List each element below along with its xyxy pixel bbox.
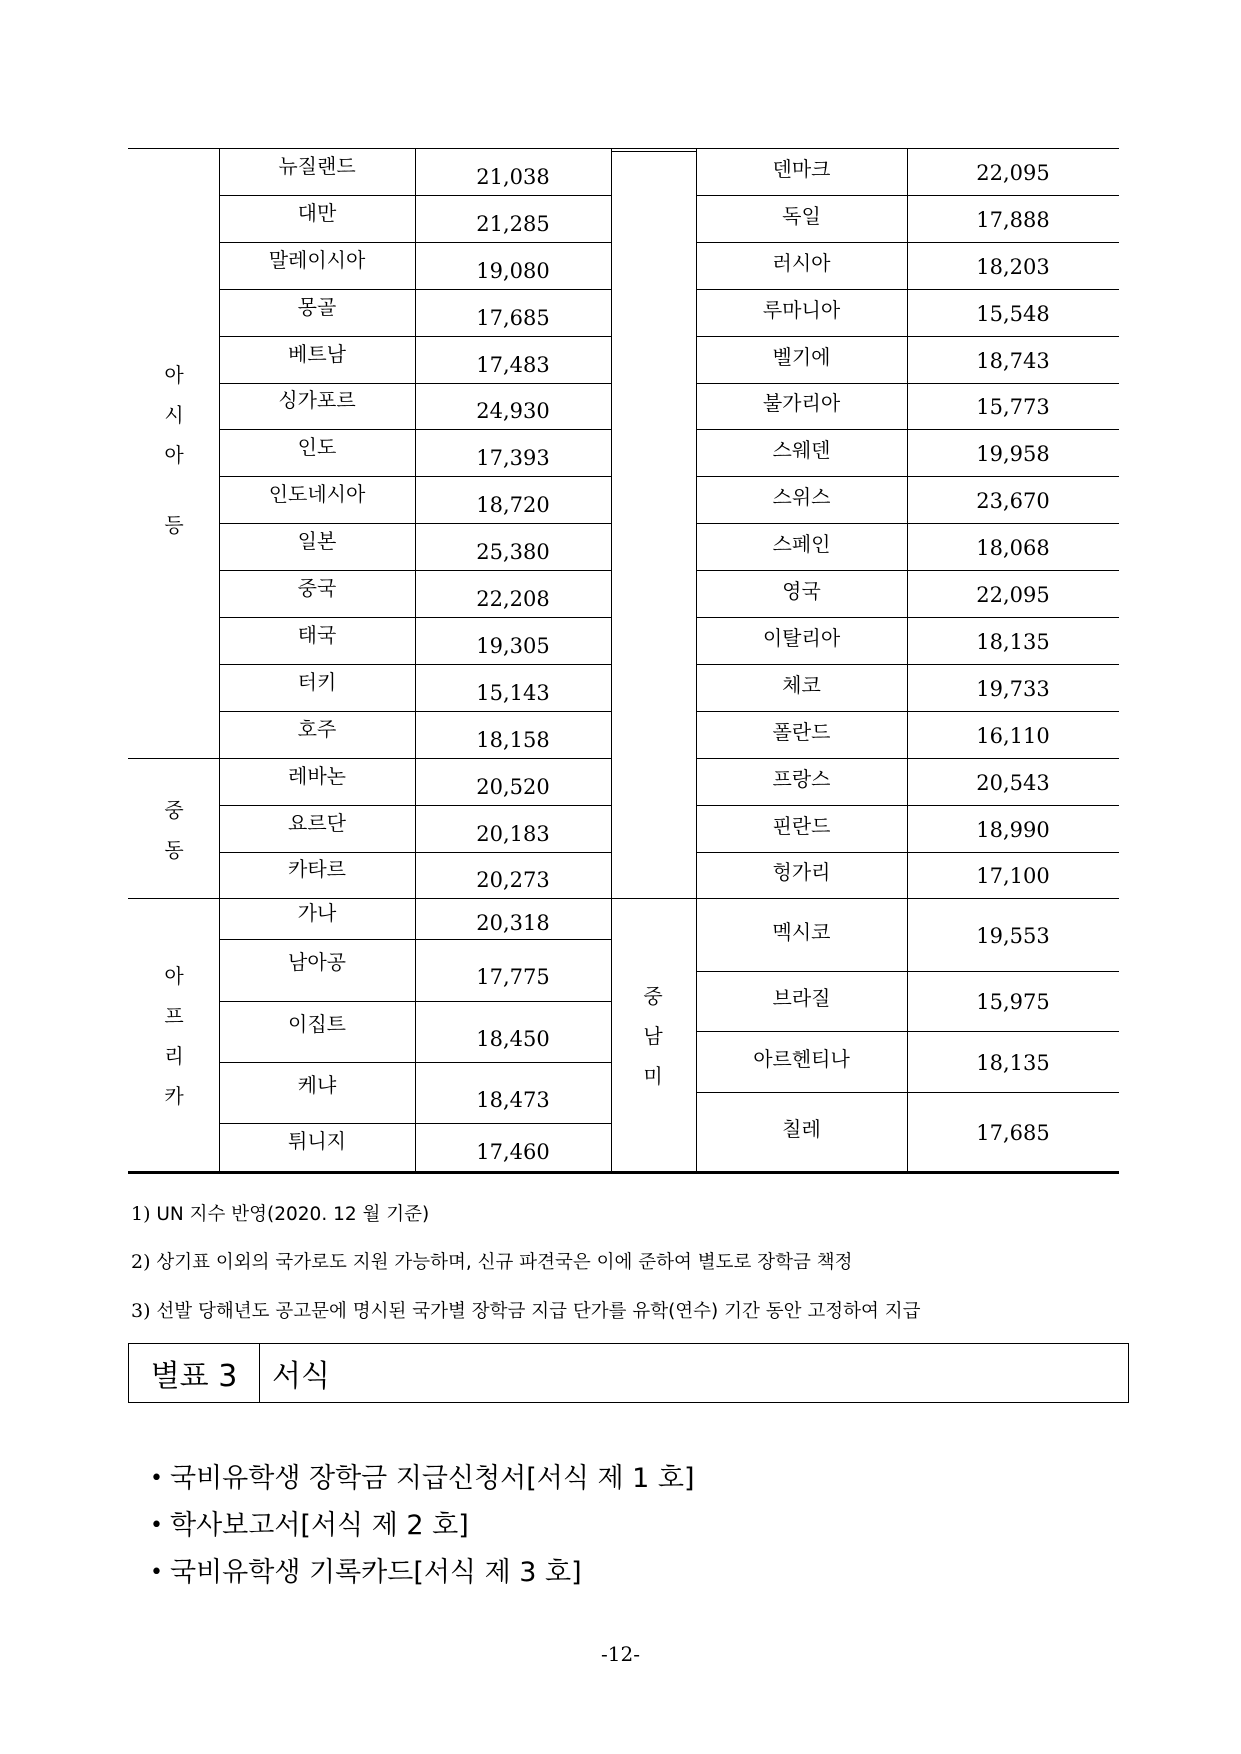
region-char: 등 [164, 513, 184, 537]
country-name: 스위스 [772, 484, 831, 509]
form-name: 학사보고서[서식 제 2 호] [170, 1510, 469, 1541]
note-text: 선발 당해년도 공고문에 명시된 국가별 장학금 지급 단가를 유학(연수) 기간 동안 고정하여 지급 [150, 1301, 921, 1322]
stipend-amount: 19,733 [976, 676, 1050, 701]
country-name: 인도 [297, 434, 337, 459]
country-name: 인도네시아 [268, 481, 366, 506]
table-rule [696, 971, 1119, 972]
country-name: 스웨덴 [772, 437, 831, 462]
table-rule [696, 570, 1119, 571]
stipend-amount: 17,393 [476, 446, 550, 471]
country-name: 호주 [297, 716, 337, 741]
page-number: -12- [601, 1642, 640, 1666]
stipend-amount: 22,208 [476, 587, 550, 612]
stipend-amount: 18,473 [476, 1087, 550, 1112]
stipend-amount: 15,975 [976, 990, 1050, 1014]
country-name: 몽골 [297, 294, 337, 319]
region-africa [159, 956, 189, 1116]
stipend-amount: 18,990 [976, 817, 1050, 842]
stipend-table [128, 148, 1119, 1172]
country-name: 루마니아 [762, 297, 841, 322]
country-name: 브라질 [772, 986, 831, 1010]
stipend-amount: 17,100 [976, 864, 1050, 888]
country-name: 대만 [297, 200, 337, 225]
stipend-amount: 15,773 [976, 395, 1050, 419]
country-name: 싱가포르 [278, 387, 356, 412]
country-name: 태국 [297, 622, 337, 647]
region-char: 아 [164, 964, 184, 988]
form-list-item [150, 1502, 695, 1549]
stipend-amount: 19,080 [476, 259, 550, 284]
table-rule [696, 711, 1119, 712]
stipend-amount: 23,670 [976, 488, 1050, 513]
stipend-amount: 21,038 [476, 165, 550, 190]
annex-label: 별표 3 [129, 1344, 260, 1402]
note-text: 상기표 이외의 국가로도 지원 가능하며, 신규 파견국은 이에 준하여 별도로 장학금 책정 [150, 1252, 853, 1273]
table-rule [696, 852, 1119, 853]
region-char: 아 [164, 443, 184, 467]
country-name: 스페인 [772, 531, 831, 556]
stipend-amount: 17,483 [476, 353, 550, 378]
form-list-item [150, 1455, 695, 1502]
table-rule [611, 898, 1119, 899]
region-char: 프 [164, 1004, 184, 1028]
country-name: 케냐 [297, 1072, 337, 1097]
stipend-amount: 18,743 [976, 348, 1050, 373]
form-name: 국비유학생 장학금 지급신청서[서식 제 1 호] [170, 1463, 695, 1494]
region-char: 아 [164, 363, 184, 387]
stipend-amount: 18,720 [476, 493, 550, 518]
table-rule [696, 1031, 1119, 1032]
stipend-amount: 18,450 [476, 1026, 550, 1051]
form-name: 국비유학생 기록카드[서식 제 3 호] [170, 1557, 582, 1588]
stipend-amount: 18,135 [976, 629, 1050, 654]
country-name: 중국 [297, 575, 337, 600]
table-rule [611, 151, 696, 152]
note-text: UN 지수 반영(2020. 12 월 기준) [150, 1204, 430, 1225]
country-name: 터키 [297, 669, 337, 694]
table-rule [696, 1092, 1119, 1093]
stipend-amount: 25,380 [476, 540, 550, 565]
stipend-amount: 17,685 [476, 306, 550, 331]
table-rule [696, 805, 1119, 806]
region-char: 동 [164, 838, 184, 862]
country-name: 체코 [782, 672, 821, 697]
table-rule [696, 523, 1119, 524]
stipend-amount: 19,305 [476, 634, 550, 659]
region-char: 카 [164, 1084, 184, 1108]
table-rule [696, 289, 1119, 290]
stipend-amount: 17,775 [476, 964, 550, 989]
stipend-amount: 22,095 [976, 582, 1050, 607]
country-name: 카타르 [288, 856, 346, 881]
country-name: 불가리아 [762, 391, 841, 415]
country-name: 영국 [782, 578, 821, 603]
table-note [131, 1297, 921, 1323]
country-name: 핀란드 [772, 813, 831, 838]
table-note [131, 1200, 429, 1226]
stipend-amount: 24,930 [476, 398, 550, 423]
stipend-amount: 18,203 [976, 254, 1050, 279]
stipend-amount: 17,460 [476, 1140, 550, 1165]
note-number: 3) [131, 1300, 151, 1322]
country-name: 남아공 [288, 949, 346, 974]
country-name: 요르단 [288, 810, 346, 835]
country-name: 레바논 [288, 763, 346, 788]
region-char: 남 [643, 1024, 663, 1048]
stipend-amount: 15,548 [976, 301, 1050, 326]
table-rule [696, 383, 1119, 384]
stipend-amount: 17,685 [976, 1120, 1050, 1145]
stipend-amount: 18,068 [976, 535, 1050, 560]
country-name: 말레이시아 [268, 247, 366, 272]
country-name: 러시아 [772, 250, 831, 275]
table-rule [611, 148, 612, 1171]
region-latin-america [638, 976, 668, 1096]
country-name: 폴란드 [772, 719, 831, 744]
country-name: 아르헨티나 [753, 1046, 850, 1071]
country-name: 덴마크 [772, 156, 831, 181]
table-rule [696, 758, 1119, 759]
table-rule [696, 336, 1119, 337]
annex-title: 서식 [272, 1359, 330, 1394]
stipend-amount: 18,135 [976, 1050, 1050, 1075]
stipend-amount: 19,958 [976, 441, 1050, 466]
bullet-icon: • [150, 1560, 163, 1585]
stipend-amount: 16,110 [976, 723, 1050, 748]
stipend-amount: 17,888 [976, 207, 1050, 232]
country-name: 이탈리아 [762, 625, 841, 650]
table-rule [696, 664, 1119, 665]
table-rule [696, 429, 1119, 430]
stipend-amount: 22,095 [976, 160, 1050, 185]
stipend-amount: 20,183 [476, 822, 550, 847]
stipend-amount: 18,158 [476, 728, 550, 753]
annex-header [128, 1343, 1129, 1403]
country-name: 프랑스 [772, 766, 831, 791]
table-rule [696, 195, 1119, 196]
bullet-icon: • [150, 1513, 163, 1538]
stipend-amount: 20,543 [976, 770, 1050, 795]
region-char: 중 [164, 798, 184, 822]
country-name: 헝가리 [772, 860, 831, 884]
region-middle-east [159, 790, 189, 870]
stipend-amount: 20,273 [476, 867, 550, 892]
country-name: 튀니지 [288, 1128, 346, 1153]
note-number: 2) [131, 1251, 151, 1273]
region-char: 시 [164, 403, 184, 427]
form-list [150, 1455, 695, 1596]
country-name: 칠레 [782, 1116, 821, 1141]
region-char: 중 [643, 984, 663, 1008]
note-number: 1) [131, 1203, 151, 1225]
country-name: 일본 [297, 528, 337, 553]
stipend-amount: 15,143 [476, 681, 550, 706]
table-rule [696, 476, 1119, 477]
stipend-amount: 19,553 [976, 923, 1050, 948]
country-name: 가나 [297, 901, 337, 926]
region-char: 미 [643, 1064, 663, 1088]
stipend-amount: 20,520 [476, 775, 550, 800]
stipend-amount: 21,285 [476, 212, 550, 237]
table-rule [696, 242, 1119, 243]
region-char: 리 [164, 1044, 184, 1068]
form-list-item [150, 1549, 695, 1596]
table-note [131, 1248, 852, 1274]
bullet-icon: • [150, 1466, 163, 1491]
region-asia [159, 355, 189, 545]
country-name: 뉴질랜드 [278, 153, 356, 178]
country-name: 베트남 [288, 341, 346, 366]
table-rule [128, 148, 1119, 149]
stipend-amount: 20,318 [476, 911, 550, 936]
country-name: 멕시코 [772, 919, 831, 944]
table-rule [696, 617, 1119, 618]
country-name: 이집트 [288, 1011, 346, 1036]
country-name: 독일 [782, 203, 821, 228]
country-name: 벨기에 [772, 344, 831, 369]
